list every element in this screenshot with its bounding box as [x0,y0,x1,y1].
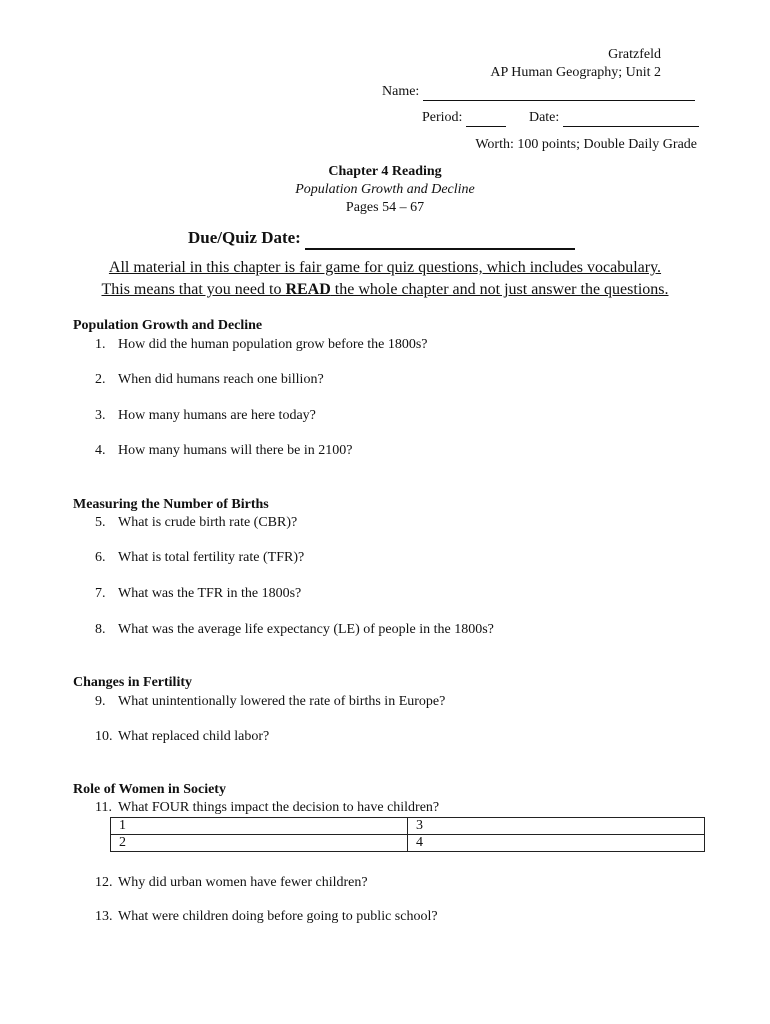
answer-table [110,817,705,852]
page-range: Pages 54 – 67 [345,200,425,215]
answer-cell[interactable]: 4 [408,835,705,852]
table-row [111,818,705,835]
question-number: 12. [95,875,113,890]
table-row [111,835,705,852]
teacher-name: Gratzfeld [608,47,661,62]
notice-emphasis: READ [285,281,331,298]
chapter-title: Chapter 4 Reading [328,164,442,179]
question-number: 3. [95,408,106,423]
section-heading: Changes in Fertility [73,675,192,690]
answer-cell[interactable]: 2 [111,835,408,852]
question-item [95,337,428,353]
question-number: 11. [95,800,112,815]
question-number: 7. [95,586,106,601]
question-number: 13. [95,909,113,924]
question-text: Why did urban women have fewer children? [118,875,368,890]
question-item [95,909,438,925]
question-text: What FOUR things impact the decision to have children? [118,800,440,815]
date-blank [563,110,699,127]
name-field [382,84,695,101]
chapter-subtitle: Population Growth and Decline [295,182,475,197]
question-item [95,372,324,388]
section-heading: Role of Women in Society [73,782,226,797]
question-item [95,694,445,710]
question-number: 2. [95,372,106,387]
question-item [95,586,301,602]
question-item [95,443,352,459]
section-heading: Measuring the Number of Births [73,497,269,512]
notice-line-1: All material in this chapter is fair game for quiz questions, which includes vocabulary. [108,259,662,276]
question-text: How many humans are here today? [118,408,316,423]
due-date-field [188,228,575,250]
question-text: What is crude birth rate (CBR)? [118,515,298,530]
question-number: 1. [95,337,106,352]
question-number: 10. [95,729,113,744]
answer-cell[interactable]: 1 [111,818,408,835]
question-number: 9. [95,694,106,709]
date-label: Date: [528,110,560,125]
due-date-blank [305,228,575,250]
notice-line-2-start: This means that you need to [101,281,286,298]
question-text: How many humans will there be in 2100? [118,443,353,458]
question-text: What was the average life expectancy (LE) of people in the 1800s? [118,622,494,637]
worth-line: Worth: 100 points; Double Daily Grade [475,137,697,152]
question-item [95,515,297,531]
question-text: What is total fertility rate (TFR)? [118,550,305,565]
question-number: 6. [95,550,106,565]
name-label: Name: [382,84,420,99]
question-text: How did the human population grow before the 1800s? [118,337,428,352]
due-date-label: Due/Quiz Date: [188,228,301,247]
question-text: What unintentionally lowered the rate of births in Europe? [118,694,446,709]
notice-line-2-end: the whole chapter and not just answer the questions. [330,281,669,298]
question-text: What was the TFR in the 1800s? [118,586,302,601]
name-blank [423,84,695,101]
period-date-field [422,110,699,127]
question-text: What were children doing before going to public school? [118,909,438,924]
question-item [95,408,316,424]
notice-line-2 [0,281,770,299]
question-number: 5. [95,515,106,530]
course-title: AP Human Geography; Unit 2 [490,65,661,80]
question-item [95,550,304,566]
period-blank [466,110,506,127]
question-number: 8. [95,622,106,637]
question-item [95,800,439,816]
question-item [95,729,269,745]
section-heading: Population Growth and Decline [73,318,263,333]
question-text: What replaced child labor? [118,729,270,744]
period-label: Period: [422,110,463,125]
question-text: When did humans reach one billion? [118,372,324,387]
question-number: 4. [95,443,106,458]
question-item [95,622,494,638]
question-item [95,875,368,891]
answer-cell[interactable]: 3 [408,818,705,835]
